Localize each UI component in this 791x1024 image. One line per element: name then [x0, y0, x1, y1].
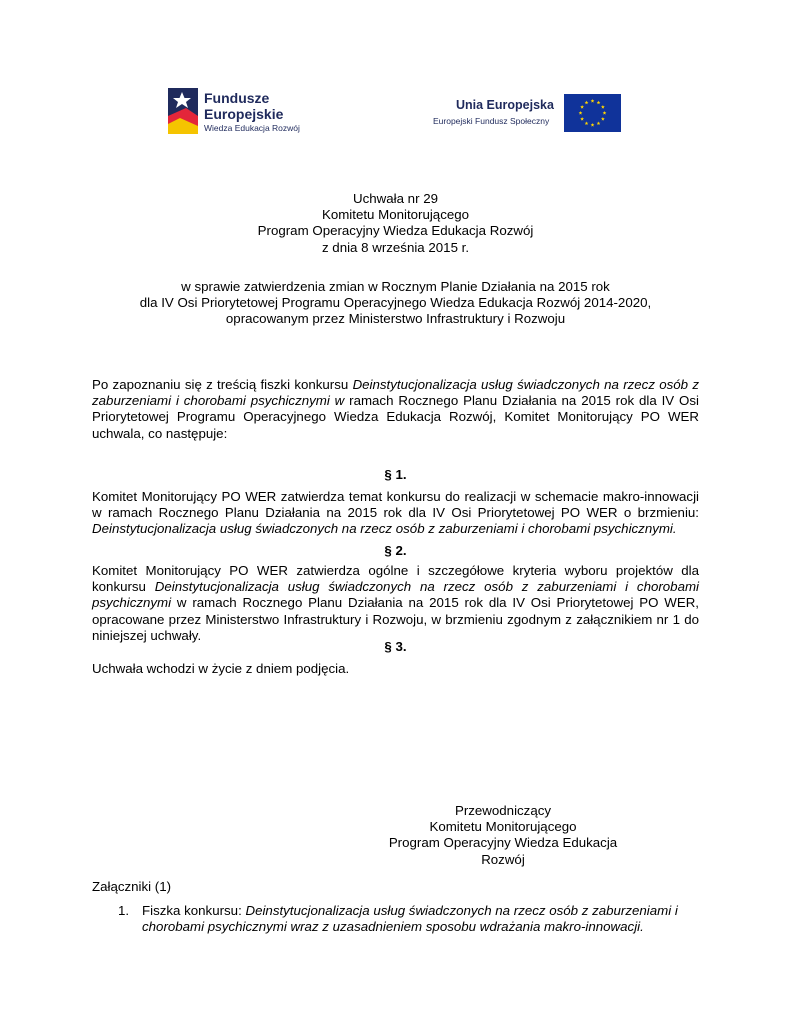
subject-line2: dla IV Osi Priorytetowej Programu Operacyjnego Wiedza Edukacja Rozwój 2014-2020,: [139, 295, 652, 311]
signature-line3: Program Operacyjny Wiedza Edukacja Rozwój: [388, 835, 618, 867]
title-line2: Komitetu Monitorującego: [321, 207, 470, 223]
unia-europejska-logo: [432, 94, 622, 134]
intro-text-a: Po zapoznaniu się z treścią fiszki konkursu: [92, 377, 353, 392]
intro-text-italic: Deinstytucjonalizacja usług świadczonych na rzecz osób z zaburzeniami i chorobami psychicznymi w: [92, 377, 700, 409]
eu-flag-icon: [564, 94, 621, 132]
section-2-paragraph: [92, 563, 699, 644]
title-line4: z dnia 8 września 2015 r.: [321, 239, 470, 255]
fe-flag-icon: [166, 86, 200, 136]
title-line3: Program Operacyjny Wiedza Edukacja Rozwój: [257, 223, 534, 239]
s2-text-a: Komitet Monitorujący PO WER zatwierdza ogólne i szczegółowe kryteria wyboru projektów dla konkursu: [92, 563, 699, 595]
attachments-heading: Załączniki (1): [92, 879, 172, 894]
attachment-number: 1.: [118, 903, 130, 918]
fe-logo-line1: Fundusze: [204, 90, 270, 106]
signature-line2: Komitetu Monitorującego: [429, 819, 577, 835]
section-3-heading: § 3.: [384, 639, 407, 654]
resolution-title: [0, 191, 791, 256]
fundusze-europejskie-logo: [166, 86, 316, 136]
attachment-text-a: Fiszka konkursu:: [142, 903, 246, 918]
ue-logo-line1: Unia Europejska: [456, 98, 554, 112]
section-2-heading: § 2.: [384, 543, 407, 558]
signature-block: [368, 803, 638, 868]
attachment-text-italic: Deinstytucjonalizacja usług świadczonych na rzecz osób z zaburzeniami i chorobami psychicznymi wraz z uzasadnieniem sposobu wdrażania makro-innowacji.: [142, 903, 678, 935]
fe-logo-line2: Europejskie: [204, 106, 284, 122]
section-1-paragraph: [92, 489, 699, 538]
s1-text-italic: Deinstytucjonalizacja usług świadczonych na rzecz osób z zaburzeniami i chorobami psychicznymi.: [92, 521, 677, 537]
signature-line1: Przewodniczący: [454, 803, 552, 818]
resolution-subject: [0, 279, 791, 328]
section-3-paragraph: Uchwała wchodzi w życie z dniem podjęcia.: [92, 661, 350, 676]
fe-logo-line3: Wiedza Edukacja Rozwój: [204, 123, 300, 133]
section-1-heading: § 1.: [384, 467, 407, 482]
ue-logo-line2: Europejski Fundusz Społeczny: [433, 116, 550, 126]
s1-text-a: Komitet Monitorujący PO WER zatwierdza temat konkursu do realizacji w schemacie makro-innowacji w ramach Rocznego Planu Działania na 2015 rok dla IV Osi Priorytetowej PO WER o brzmieniu:: [92, 489, 699, 521]
s2-text-c: w ramach Rocznego Planu Działania na 2015 rok dla IV Osi Priorytetowej PO WER, opracowane przez Ministerstwo Infrastruktury i Rozwoju, w brzmieniu zgodnym z załącznikiem nr 1 do niniejszej uchwały.: [92, 595, 699, 643]
attachment-text: [142, 903, 702, 935]
s2-text-italic: Deinstytucjonalizacja usług świadczonych na rzecz osób z zaburzeniami i chorobami psychicznymi: [92, 579, 699, 611]
intro-text-c: ramach Rocznego Planu Działania na 2015 rok dla IV Osi Priorytetowej Programu Operacyjnego Wiedza Edukacja Rozwój, Komitet Monitorujący PO WER uchwala, co następuje:: [92, 393, 699, 441]
intro-paragraph: [92, 377, 699, 442]
subject-line3: opracowanym przez Ministerstwo Infrastruktury i Rozwoju: [225, 311, 566, 327]
subject-line1: w sprawie zatwierdzenia zmian w Rocznym Planie Działania na 2015 rok: [181, 279, 610, 294]
title-line1: Uchwała nr 29: [353, 191, 438, 206]
